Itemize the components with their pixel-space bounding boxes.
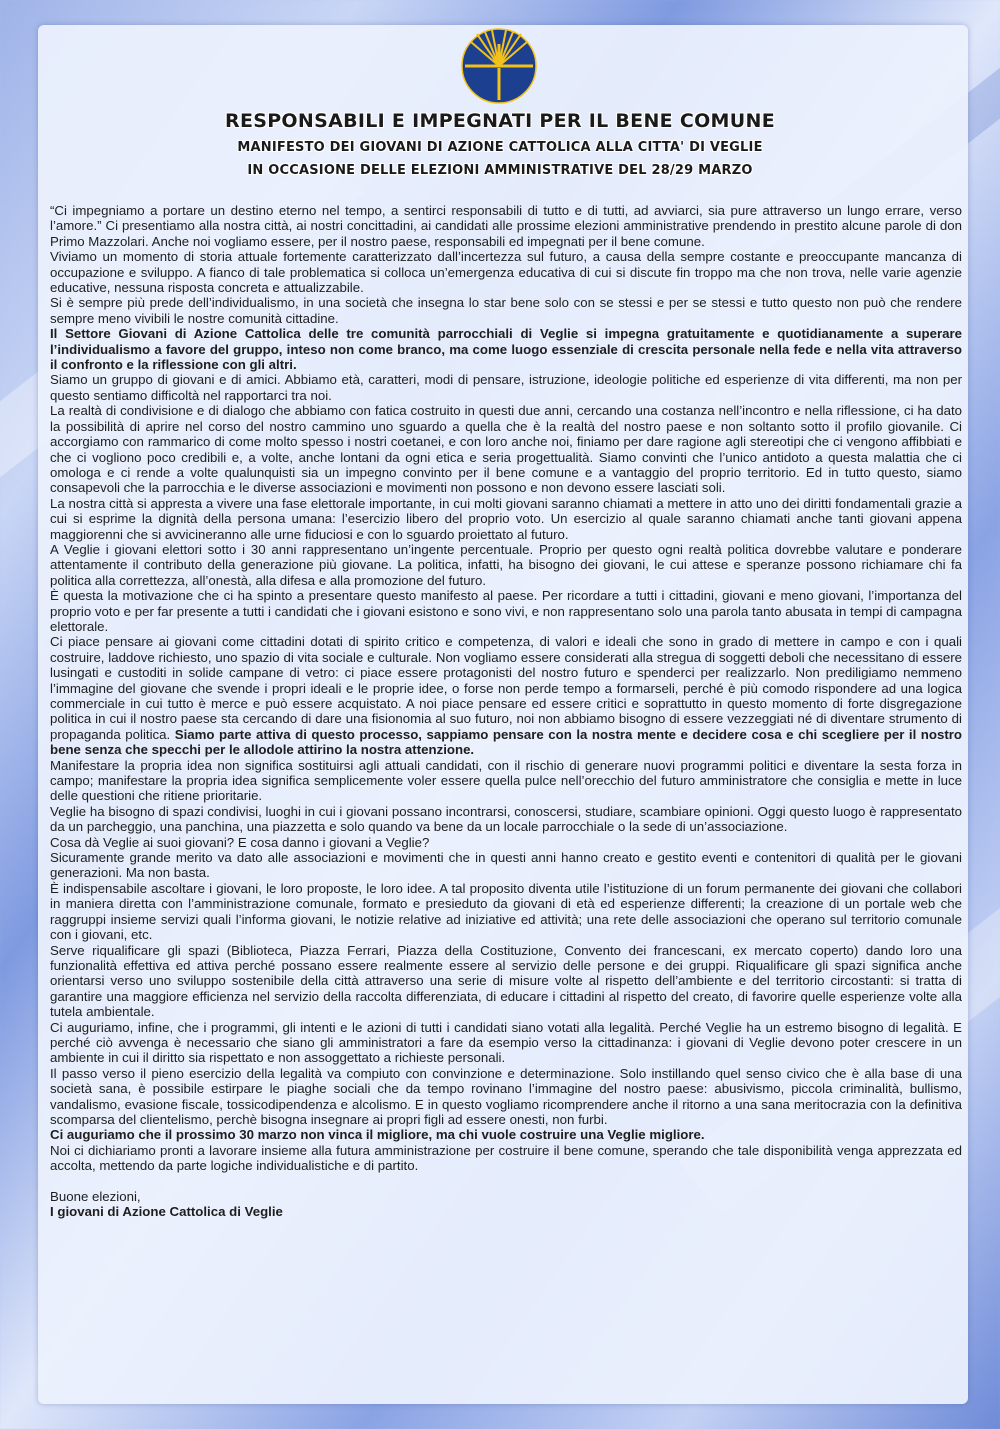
paragraph-text: “Ci impegniamo a portare un destino eterno nel tempo, a sentirci responsabili di tutto e di tutti, ad avviarci, sia pure attraverso un lungo errare, verso l’amore.” Ci presentiamo alla nostra città, ai nostri concittadini, ai candidati alle prossime elezioni amministrative prendendo in prestito alcune parole di don Primo Mazzolari. Anche noi vogliamo essere, per il nostro paese, responsabili ed impegnati per il bene comune. [50,203,962,249]
paragraph-text: Ci auguriamo, infine, che i programmi, gli intenti e le azioni di tutti i candidati siano votati alla legalità. Perché Veglie ha un estremo bisogno di legalità. E perché ciò avvenga è necessario che siano gli amministratori a fare da esempio verso la cittadinanza: i giovani di Veglie devono poter crescere in un ambiente in cui il diritto sia rispettato e non assoggettato a richieste personali. [50,1019,962,1066]
paragraph-text: È questa la motivazione che ci ha spinto a presentare questo manifesto al paese. Per ricordare a tutti i cittadini, giovani e meno giovani, l’importanza del proprio voto e per far presente a tutti i candidati che i giovani esistono e sono vivi, e non rappresentano solo una parola tanto abusata in tempi di campagna elettorale. [50,588,962,634]
paragraph-text: La realtà di condivisione e di dialogo che abbiamo con fatica costruito in questi due anni, cercando una costanza nell’incontro e nella riflessione, ci ha dato la possibilità di aprire nel corso del nostro cammino uno sguardo a quella che è la realtà del nostro paese e non soltanto sotto il profilo giovanile. Ci accorgiamo con rammarico di come molto spesso i nostri coetanei, e con loro anche noi, finiamo per dare ragione agli stereotipi che ci vengono affibbiati e che ci vogliono poco credibili e, a volte, anche lontani da ogni etica e seria progettualità. Siamo convinti che l’unico antidoto a questa malattia che ci omologa e ci rende a volte qualunquisti sia un impegno convinto per il bene comune e a vantaggio del proprio territorio. Ed in tutto questo, siamo consapevoli che la parrocchia e le diverse associazioni e movimenti non possono e non devono essere lasciati soli. [50,403,962,496]
paragraph-text: Noi ci dichiariamo pronti a lavorare insieme alla futura amministrazione per costruire il bene comune, sperando che tale disponibilità venga apprezzata ed accolta, mettendo da parte logiche individualistiche e di partito. [50,1142,962,1174]
paragraph-bold-text: Siamo parte attiva di questo processo, sappiamo pensare con la nostra mente e decidere cosa e chi scegliere per il nostro bene senza che specchi per le allodole attirino la nostra attenzione. [50,726,963,758]
signature: I giovani di Azione Cattolica di Veglie [50,1204,283,1219]
manifesto-paragraph [50,295,962,326]
azione-cattolica-cross-logo-icon [461,28,537,104]
page-subtitle: MANIFESTO DEI GIOVANI DI AZIONE CATTOLICA ALLA CITTA' DI VEGLIE [237,140,763,155]
manifesto-paragraph [50,1143,962,1174]
closing-greeting: Buone elezioni, [50,1188,141,1204]
manifesto-paragraph [50,203,962,249]
manifesto-paragraph [50,804,962,835]
paragraph-text: Si è sempre più prede dell’individualismo, in una società che insegna lo star bene solo con se stessi e per se stessi e tutto questo non può che rendere sempre meno vivibili le nostre comunità cittadine. [50,295,962,326]
manifesto-paragraph [50,835,962,850]
paragraph-text: Viviamo un momento di storia attuale fortemente caratterizzato dall’incertezza sul futuro, a causa della sempre costante e preoccupante mancanza di occupazione e sviluppo. A fianco di tale problematica si colloca un’emergenza educativa di cui si discute fin troppo ma che non trova, nelle varie agenzie educative, nessuna risposta concreta e attualizzabile. [50,249,962,296]
manifesto-paragraph [50,588,962,634]
page-title: RESPONSABILI E IMPEGNATI PER IL BENE COMUNE [225,110,775,132]
paragraph-text: Serve riqualificare gli spazi (Biblioteca, Piazza Ferrari, Piazza della Costituzione, Convento dei francescani, ex mercato coperto) dando loro una funzionalità effettiva ed attiva perché possano essere realmente essere al servizio delle persone e dei gruppi. Riqualificare gli spazi significa anche orientarsi verso uno sviluppo sostenibile della città attraverso una serie di misure volte al rispetto dell’ambiente e del territorio circostanti: si tratta di garantire una maggiore efficienza nel servizio della raccolta differenziata, di educare i cittadini al rispetto del creato, di favorire quelle esperienze volte alla tutela ambientale. [50,942,962,1020]
paragraph-text: Cosa dà Veglie ai suoi giovani? E cosa danno i giovani a Veglie? [50,834,430,850]
manifesto-paragraph [50,249,962,295]
paragraph-text: Manifestare la propria idea non significa sostituirsi agli attuali candidati, con il rischio di generare nuovi programmi politici e diventare la sesta forza in campo; manifestare la propria idea significa semplicemente voler essere quella pulce nell’orecchio del futuro amministratore che consiglia e mette in luce delle questioni che ritiene prioritarie. [50,757,962,804]
paragraph-text: Ci piace pensare ai giovani come cittadini dotati di spirito critico e competenza, di valori e ideali che sono in grado di mettere in campo e con i quali costruire, laddove richiesto, uno spazio di vita sociale e culturale. Non vogliamo essere considerati alla stregua di soggetti deboli che necessitano di essere lusingati e custoditi in solide campane di vetro: ci piace essere protagonisti del nostro futuro e spenderci per realizzarlo. Non prediligiamo nemmeno l’immagine del giovane che svende i propri ideali e le proprie idee, o forse non perde tempo a formarseli, perché è più comodo rispondere ad una logica commerciale in cui tutto è merce e può essere acquistato. A noi piace pensare ed essere critici e soprattutto in questo momento di forte disgregazione politica in cui il nostro paese sta cercando di dare una fisionomia al suo futuro, noi non abbiamo bisogno di essere vezzeggiati né di diventare strumento di propaganda politica. [50,634,962,742]
manifesto-paragraph [50,850,962,881]
paragraph-text: È indispensabile ascoltare i giovani, le loro proposte, le loro idee. A tal proposito diventa utile l’istituzione di un forum permanente dei giovani che collabori in maniera diretta con l’amministrazione comunale, formato e presieduto da giovani di età ed esperienze differenti; la creazione di un portale web che raggruppi insieme servizi quali l’informa giovani, le notizie relative ad iniziative ed attività; una rete delle associazioni che operano sul territorio comunale con i giovani, etc. [50,880,962,943]
manifesto-body [50,203,962,1219]
manifesto-paragraph [50,1020,962,1066]
manifesto-paragraph [50,634,962,757]
manifesto-paragraph [50,372,962,403]
paragraph-text: La nostra città si appresta a vivere una fase elettorale importante, in cui molti giovani saranno chiamati a mettere in atto uno dei diritti fondamentali grazie a cui si esprime la dignità della persona umana: l’esercizio libero del proprio voto. Un esercizio al quale saranno chiamati anche tanti giovani appena maggiorenni che si avvicineranno alle urne fiduciosi e con lo sguardo proiettato al futuro. [50,495,962,542]
manifesto-paragraph [50,1066,962,1128]
paragraph-text: A Veglie i giovani elettori sotto i 30 anni rappresentano un’ingente percentuale. Proprio per questo ogni realtà politica dovrebbe valutare e ponderare attentamente il contributo della generazione più giovane. La politica, infatti, ha bisogno dei giovani, le cui attese e speranze possono richiamare chi fa politica alla correttezza, all’onestà, alla difesa e alla promozione del futuro. [50,541,962,588]
manifesto-paragraph [50,542,962,588]
manifesto-paragraph [50,403,962,495]
manifesto-paragraph [50,943,962,1020]
paragraph-text: Il passo verso il pieno esercizio della legalità va compiuto con convinzione e determinazione. Solo instillando quel senso civico che è alla base di una società sana, è possibile estirpare le piaghe sociali che da tempo rovinano l’immagine del nostro paese: abusivismo, piccola criminalità, bullismo, vandalismo, evasione fiscale, tossicodipendenza e alcolismo. E in questo vogliamo ricomprendere anche il ritorno a una sana meritocrazia con la definitiva scomparsa del clientelismo, perchè bisogna insegnare ai propri figli ad essere onesti, non furbi. [50,1065,962,1127]
paragraph-text: Sicuramente grande merito va dato alle associazioni e movimenti che in questi anni hanno creato e gestito eventi e contenitori di qualità per le giovani generazioni. Ma non basta. [50,850,962,881]
manifesto-paragraph [50,496,962,542]
paragraph-text: Veglie ha bisogno di spazi condivisi, luoghi in cui i giovani possano incontrarsi, conoscersi, studiare, scambiare opinioni. Oggi questo luogo è rappresentato da un parcheggio, una panchina, una piazzetta e solo quando va bene da un locale parrocchiale o la sede di un’associazione. [50,803,962,835]
paragraph-text: Siamo un gruppo di giovani e di amici. Abbiamo età, caratteri, modi di pensare, istruzione, ideologie politiche ed esperienze di vita differenti, ma non per questo sentiamo difficoltà nel rapportarci tra noi. [50,372,962,403]
manifesto-paragraph [50,1127,962,1142]
manifesto-paragraph [50,758,962,804]
paragraph-text: Il Settore Giovani di Azione Cattolica delle tre comunità parrocchiali di Veglie si impegna gratuitamente e quotidianamente a superare l’individualismo a favore del gruppo, inteso non come branco, ma come luogo essenziale di crescita personale nella fede e nella vita attraverso il confronto e la riflessione con gli altri. [50,326,962,373]
manifesto-paragraph [50,881,962,943]
page-subtitle-election: IN OCCASIONE DELLE ELEZIONI AMMINISTRATIVE DEL 28/29 MARZO [247,163,753,178]
manifesto-paragraph [50,326,962,372]
paragraph-text: Ci auguriamo che il prossimo 30 marzo non vinca il migliore, ma chi vuole costruire una Veglie migliore. [50,1127,705,1143]
